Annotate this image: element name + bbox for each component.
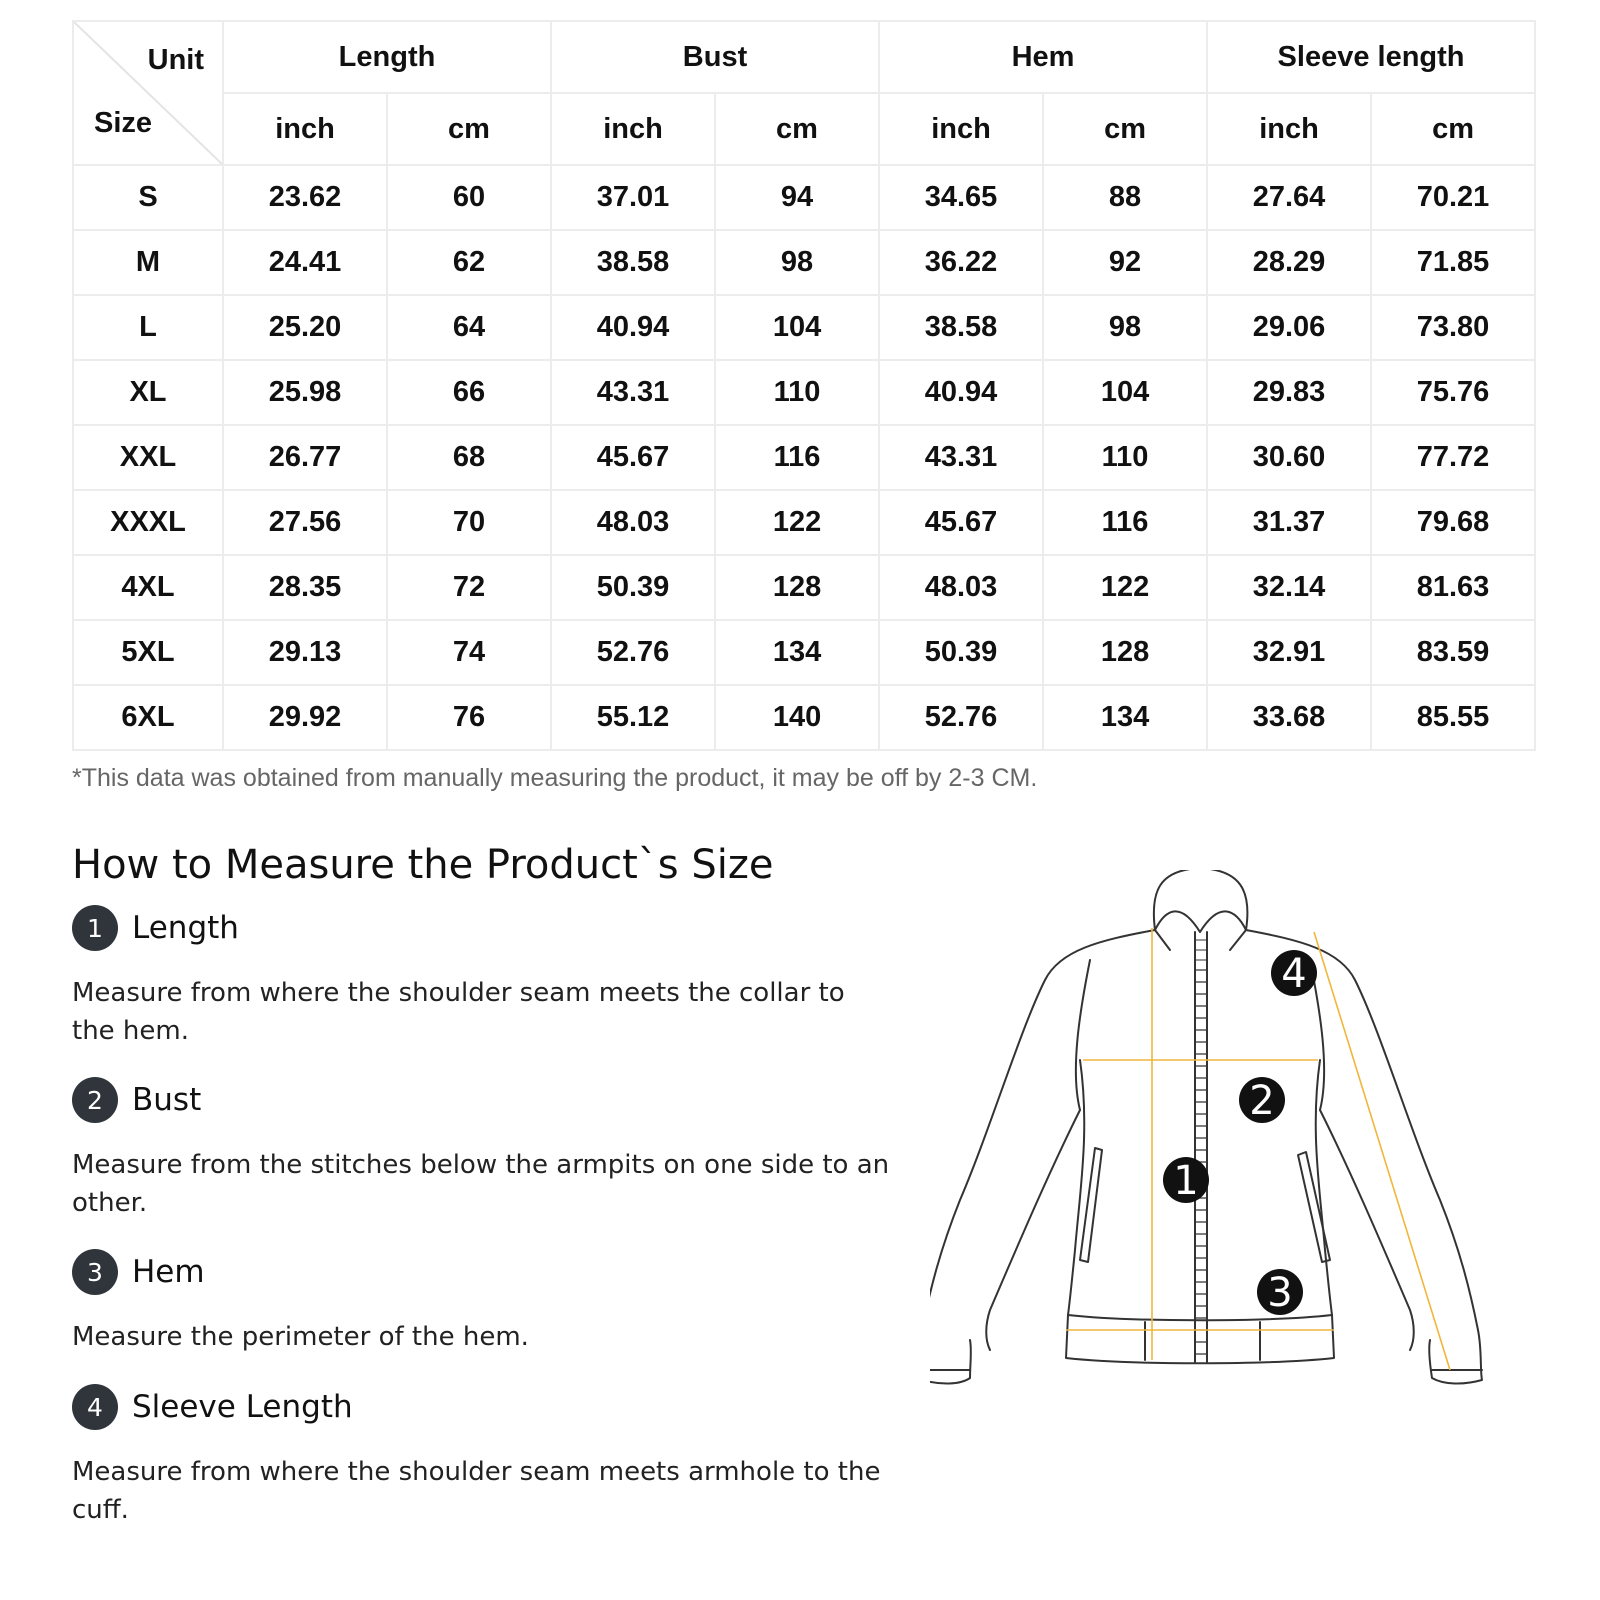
value-cell: 40.94 [551, 295, 715, 360]
value-cell: 40.94 [879, 360, 1043, 425]
step-number-badge: 4 [72, 1384, 118, 1430]
value-cell: 77.72 [1371, 425, 1535, 490]
unit-header: cm [1043, 93, 1207, 165]
value-cell: 29.83 [1207, 360, 1371, 425]
unit-header: inch [879, 93, 1043, 165]
value-cell: 32.14 [1207, 555, 1371, 620]
value-cell: 25.98 [223, 360, 387, 425]
length-badge [1163, 1157, 1209, 1204]
bust-badge [1239, 1077, 1285, 1124]
badge-number: 4 [1281, 951, 1307, 997]
value-cell: 83.59 [1371, 620, 1535, 685]
value-cell: 50.39 [551, 555, 715, 620]
value-cell: 45.67 [879, 490, 1043, 555]
value-cell: 37.01 [551, 165, 715, 230]
value-cell: 34.65 [879, 165, 1043, 230]
value-cell: 64 [387, 295, 551, 360]
unit-header: cm [387, 93, 551, 165]
value-cell: 27.56 [223, 490, 387, 555]
value-cell: 116 [1043, 490, 1207, 555]
value-cell: 73.80 [1371, 295, 1535, 360]
step-label: Bust [132, 1082, 202, 1118]
step-description: Measure the perimeter of the hem. [72, 1322, 529, 1352]
group-header-sleeve-length: Sleeve length [1207, 21, 1535, 93]
value-cell: 66 [387, 360, 551, 425]
size-chart-table [72, 20, 1536, 751]
value-cell: 48.03 [551, 490, 715, 555]
value-cell: 60 [387, 165, 551, 230]
value-cell: 33.68 [1207, 685, 1371, 750]
size-cell: S [73, 165, 223, 230]
value-cell: 81.63 [1371, 555, 1535, 620]
value-cell: 38.58 [551, 230, 715, 295]
value-cell: 104 [715, 295, 879, 360]
unit-label: Unit [147, 44, 204, 76]
value-cell: 26.77 [223, 425, 387, 490]
value-cell: 94 [715, 165, 879, 230]
value-cell: 62 [387, 230, 551, 295]
value-cell: 29.92 [223, 685, 387, 750]
measurement-disclaimer: *This data was obtained from manually measuring the product, it may be off by 2-3 CM. [72, 764, 1038, 792]
guide-title: How to Measure the Product`s Size [72, 842, 774, 888]
step-description: Measure from where the shoulder seam meets armhole to the cuff. [72, 1457, 881, 1525]
value-cell: 98 [715, 230, 879, 295]
step-sleeve-length [72, 1383, 892, 1529]
table-row [73, 165, 1535, 230]
step-label: Sleeve Length [132, 1389, 353, 1425]
value-cell: 31.37 [1207, 490, 1371, 555]
value-cell: 104 [1043, 360, 1207, 425]
value-cell: 23.62 [223, 165, 387, 230]
step-length [72, 904, 892, 1050]
table-row [73, 490, 1535, 555]
value-cell: 79.68 [1371, 490, 1535, 555]
size-cell: 4XL [73, 555, 223, 620]
value-cell: 122 [1043, 555, 1207, 620]
value-cell: 116 [715, 425, 879, 490]
step-bust [72, 1076, 892, 1222]
value-cell: 28.29 [1207, 230, 1371, 295]
size-cell: XXL [73, 425, 223, 490]
sleeve-length-badge [1271, 950, 1317, 997]
sleeve-length-line [1314, 932, 1450, 1370]
value-cell: 72 [387, 555, 551, 620]
table-row [73, 685, 1535, 750]
value-cell: 76 [387, 685, 551, 750]
corner-header-cell [73, 21, 223, 165]
group-header-bust: Bust [551, 21, 879, 93]
value-cell: 70 [387, 490, 551, 555]
value-cell: 50.39 [879, 620, 1043, 685]
step-number-badge: 1 [72, 905, 118, 951]
step-number-badge: 3 [72, 1249, 118, 1295]
step-number-badge: 2 [72, 1077, 118, 1123]
badge-number: 1 [1173, 1158, 1199, 1204]
value-cell: 68 [387, 425, 551, 490]
value-cell: 128 [1043, 620, 1207, 685]
value-cell: 55.12 [551, 685, 715, 750]
value-cell: 134 [1043, 685, 1207, 750]
step-label: Length [132, 910, 239, 946]
value-cell: 110 [1043, 425, 1207, 490]
unit-header: inch [223, 93, 387, 165]
size-rows [73, 165, 1535, 750]
unit-header: inch [1207, 93, 1371, 165]
size-cell: XL [73, 360, 223, 425]
table-row [73, 620, 1535, 685]
value-cell: 75.76 [1371, 360, 1535, 425]
badge-number: 2 [1249, 1078, 1275, 1124]
value-cell: 29.06 [1207, 295, 1371, 360]
size-cell: L [73, 295, 223, 360]
size-label: Size [94, 107, 153, 139]
value-cell: 134 [715, 620, 879, 685]
value-cell: 43.31 [879, 425, 1043, 490]
jacket-outline-icon [930, 870, 1550, 1430]
group-header-length: Length [223, 21, 551, 93]
value-cell: 71.85 [1371, 230, 1535, 295]
value-cell: 88 [1043, 165, 1207, 230]
value-cell: 43.31 [551, 360, 715, 425]
hem-badge [1257, 1269, 1303, 1316]
value-cell: 30.60 [1207, 425, 1371, 490]
step-hem [72, 1248, 892, 1356]
group-header-hem: Hem [879, 21, 1207, 93]
table-row [73, 360, 1535, 425]
value-cell: 122 [715, 490, 879, 555]
value-cell: 38.58 [879, 295, 1043, 360]
value-cell: 28.35 [223, 555, 387, 620]
value-cell: 48.03 [879, 555, 1043, 620]
table-row [73, 425, 1535, 490]
value-cell: 98 [1043, 295, 1207, 360]
value-cell: 52.76 [879, 685, 1043, 750]
value-cell: 29.13 [223, 620, 387, 685]
step-description: Measure from where the shoulder seam meets the collar to the hem. [72, 978, 845, 1046]
value-cell: 110 [715, 360, 879, 425]
value-cell: 32.91 [1207, 620, 1371, 685]
value-cell: 27.64 [1207, 165, 1371, 230]
value-cell: 85.55 [1371, 685, 1535, 750]
value-cell: 52.76 [551, 620, 715, 685]
unit-header: cm [1371, 93, 1535, 165]
value-cell: 45.67 [551, 425, 715, 490]
size-cell: XXXL [73, 490, 223, 555]
unit-header: cm [715, 93, 879, 165]
value-cell: 24.41 [223, 230, 387, 295]
size-cell: M [73, 230, 223, 295]
step-label: Hem [132, 1254, 205, 1290]
value-cell: 25.20 [223, 295, 387, 360]
size-cell: 5XL [73, 620, 223, 685]
value-cell: 74 [387, 620, 551, 685]
unit-header-row [73, 93, 1535, 165]
step-description: Measure from the stitches below the armpits on one side to an other. [72, 1150, 890, 1218]
table-header-row [73, 21, 1535, 93]
table-row [73, 230, 1535, 295]
value-cell: 36.22 [879, 230, 1043, 295]
size-cell: 6XL [73, 685, 223, 750]
value-cell: 70.21 [1371, 165, 1535, 230]
badge-number: 3 [1267, 1270, 1293, 1316]
value-cell: 92 [1043, 230, 1207, 295]
measurement-lines [1066, 928, 1450, 1370]
unit-header: inch [551, 93, 715, 165]
table-row [73, 295, 1535, 360]
value-cell: 128 [715, 555, 879, 620]
value-cell: 140 [715, 685, 879, 750]
table-row [73, 555, 1535, 620]
